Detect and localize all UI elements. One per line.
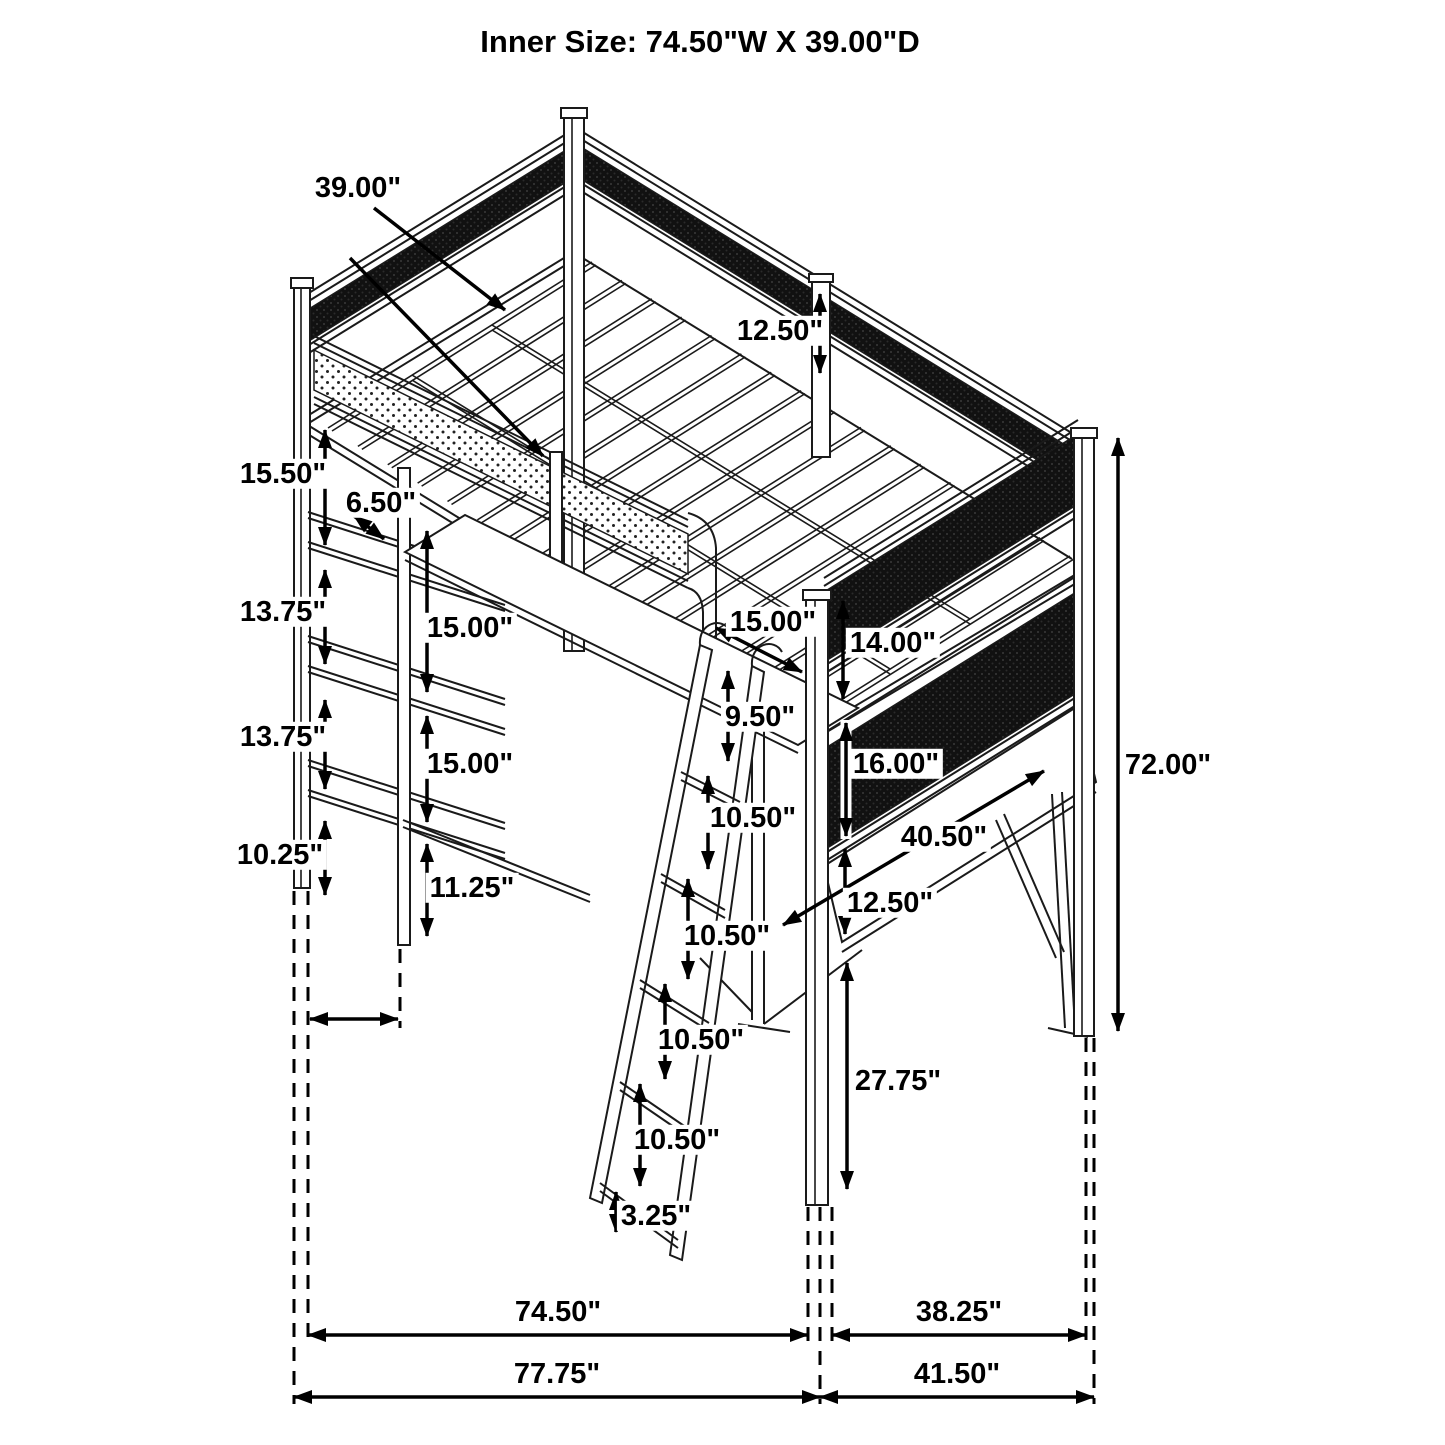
dim-label-6-50: 6.50" (342, 488, 420, 518)
dim-label-16-00: 16.00" (849, 749, 943, 779)
dim-label-14-00: 14.00" (846, 628, 940, 658)
dim-label-10-50-2: 10.50" (680, 921, 774, 951)
dim-label-72-00: 72.00" (1121, 750, 1215, 780)
dim-label-15-00-a: 15.00" (423, 613, 517, 643)
dim-label-27-75: 27.75" (851, 1066, 945, 1096)
post-shelf (398, 468, 410, 945)
dim-label-12-50-right: 12.50" (843, 888, 937, 918)
dim-label-38-25: 38.25" (912, 1297, 1006, 1327)
post-right (1074, 436, 1094, 1036)
dim-label-10-50-3: 10.50" (654, 1025, 748, 1055)
dim-label-15-50: 15.50" (236, 459, 330, 489)
dim-label-11-25: 11.25" (426, 873, 519, 903)
dim-label-15-00-b: 15.00" (423, 749, 517, 779)
post-left (294, 286, 310, 888)
dim-label-41-50: 41.50" (910, 1359, 1004, 1389)
diagram-title: Inner Size: 74.50"W X 39.00"D (480, 24, 920, 59)
dim-label-rail-12-50: 12.50" (733, 316, 827, 346)
dim-label-10-50-4: 10.50" (630, 1125, 724, 1155)
dim-label-13-75-b: 13.75" (236, 722, 330, 752)
dim-label-10-25: 10.25" (233, 840, 327, 870)
dim-label-40-50: 40.50" (897, 822, 991, 852)
dim-label-9-50: 9.50" (721, 702, 799, 732)
dim-label-77-75: 77.75" (510, 1359, 604, 1389)
dim-label-depth-39: 39.00" (311, 173, 405, 203)
mesh-panel-back-right (581, 147, 1083, 488)
dim-label-74-50: 74.50" (511, 1297, 605, 1327)
right-side-panels (824, 420, 1096, 1037)
dim-label-15-00-mid: 15.00" (726, 607, 820, 637)
dim-label-10-50-1: 10.50" (706, 803, 800, 833)
dim-label-13-75-a: 13.75" (236, 597, 330, 627)
dim-label-3-25: 3.25" (617, 1201, 695, 1231)
